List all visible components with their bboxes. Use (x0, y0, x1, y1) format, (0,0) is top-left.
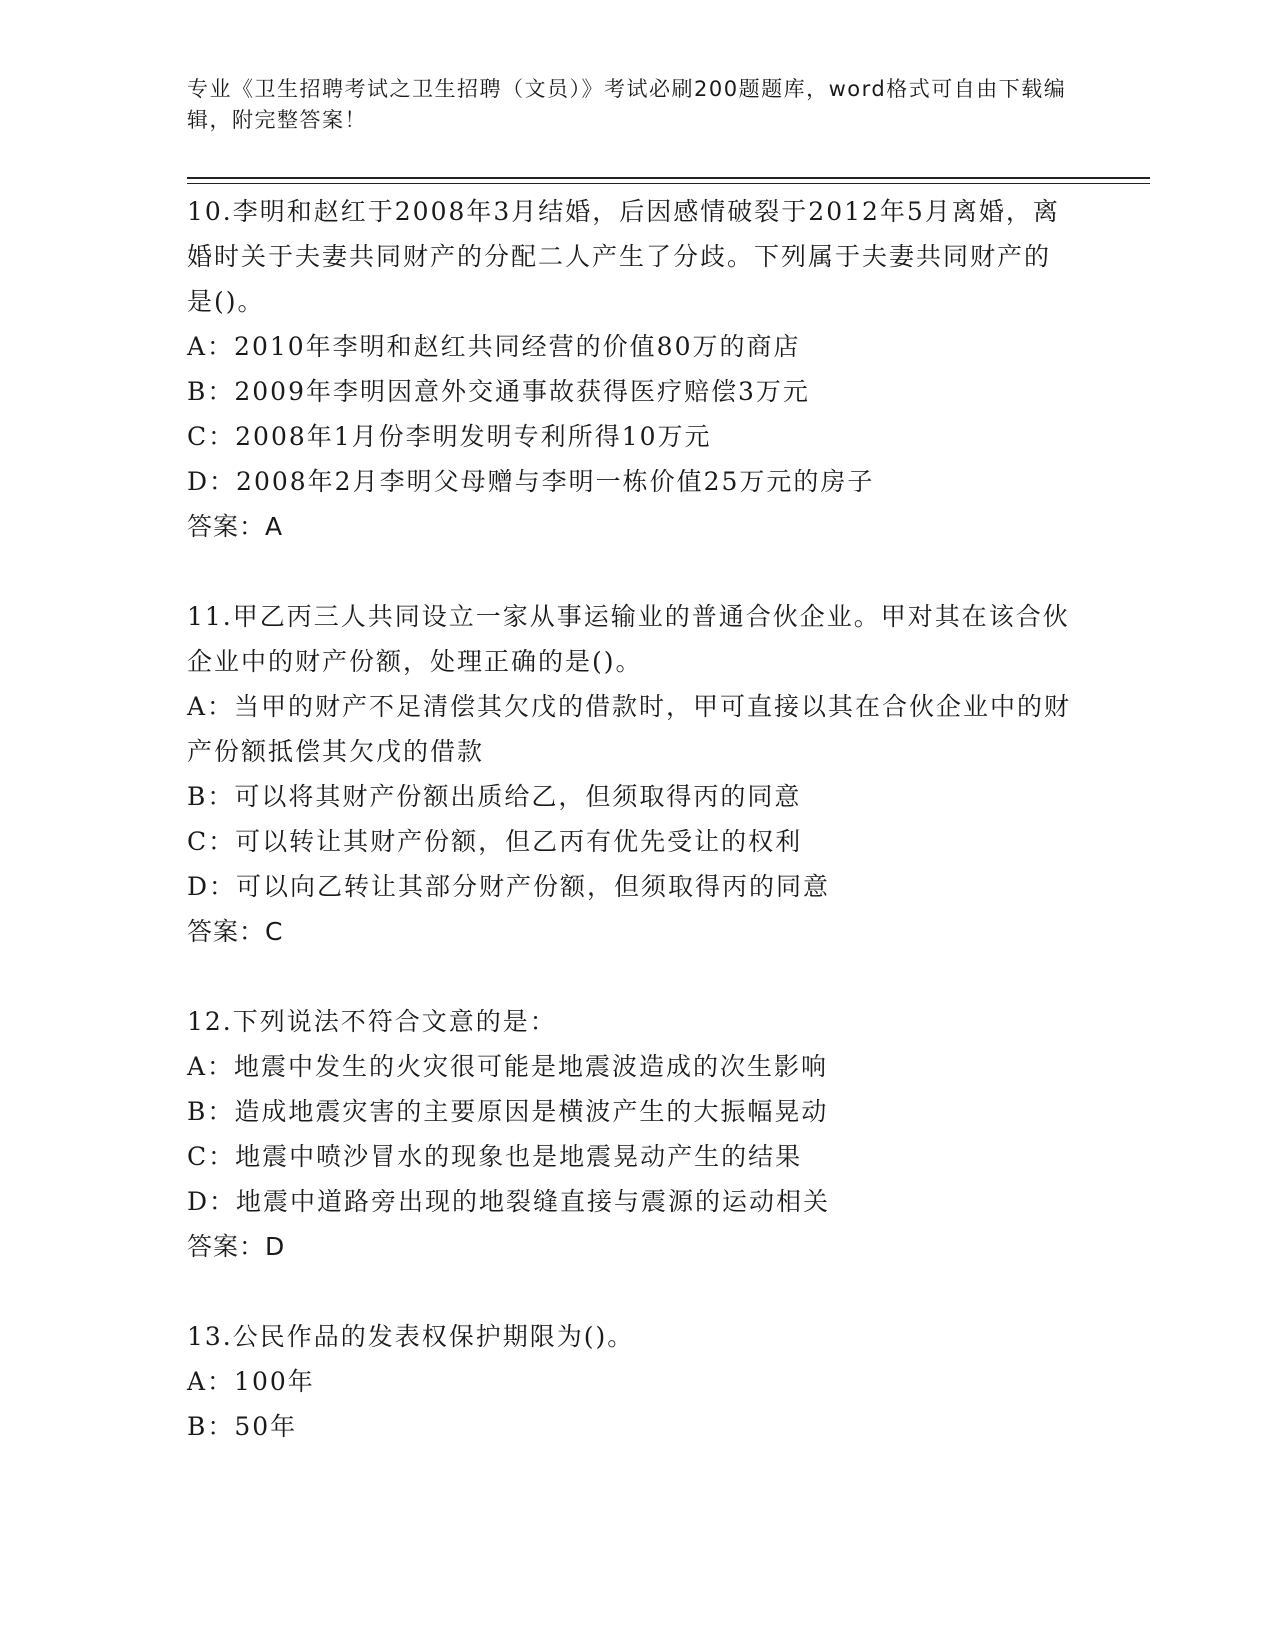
question-11 (187, 594, 1077, 954)
answer: 答案：A (187, 512, 284, 541)
option-b: B：造成地震灾害的主要原因是横波产生的大振幅晃动 (187, 1097, 829, 1126)
option-c: C：2008年1月份李明发明专利所得10万元 (187, 422, 712, 451)
question-spacer (187, 549, 1077, 594)
document-header: 专业《卫生招聘考试之卫生招聘（文员）》考试必刷200题题库，word格式可自由下载编辑，附完整答案！ (187, 77, 1067, 132)
option-c: C：地震中喷沙冒水的现象也是地震晃动产生的结果 (187, 1142, 803, 1171)
header-divider-thin (187, 183, 1150, 184)
question-10 (187, 189, 1077, 549)
option-a: A：2010年李明和赵红共同经营的价值80万的商店 (187, 332, 801, 361)
option-c: C：可以转让其财产份额，但乙丙有优先受让的权利 (187, 827, 803, 856)
question-13 (187, 1314, 1077, 1449)
question-spacer (187, 954, 1077, 999)
option-d: D：可以向乙转让其部分财产份额，但须取得丙的同意 (187, 872, 831, 901)
option-b: B：可以将其财产份额出质给乙，但须取得丙的同意 (187, 782, 802, 811)
question-stem: 11.甲乙丙三人共同设立一家从事运输业的普通合伙企业。甲对其在该合伙企业中的财产份额，处理正确的是()。 (187, 602, 1070, 676)
option-b: B：2009年李明因意外交通事故获得医疗赔偿3万元 (187, 377, 810, 406)
option-d: D：地震中道路旁出现的地裂缝直接与震源的运动相关 (187, 1187, 831, 1216)
question-spacer (187, 1269, 1077, 1314)
option-a: A：100年 (187, 1367, 315, 1396)
question-stem: 10.李明和赵红于2008年3月结婚，后因感情破裂于2012年5月离婚，离婚时关于夫妻共同财产的分配二人产生了分歧。下列属于夫妻共同财产的是()。 (187, 197, 1060, 316)
option-b: B：50年 (187, 1412, 298, 1441)
answer: 答案：C (187, 917, 284, 946)
answer: 答案：D (187, 1232, 286, 1261)
header-divider-thick (187, 177, 1150, 179)
option-a: A：地震中发生的火灾很可能是地震波造成的次生影响 (187, 1052, 829, 1081)
question-stem: 13.公民作品的发表权保护期限为()。 (187, 1322, 635, 1351)
option-a: A：当甲的财产不足清偿其欠戊的借款时，甲可直接以其在合伙企业中的财产份额抵偿其欠戊的借款 (187, 692, 1072, 766)
question-stem: 12.下列说法不符合文意的是： (187, 1007, 557, 1036)
option-d: D：2008年2月李明父母赠与李明一栋价值25万元的房子 (187, 467, 875, 496)
question-12 (187, 999, 1077, 1269)
question-list (187, 189, 1077, 1449)
